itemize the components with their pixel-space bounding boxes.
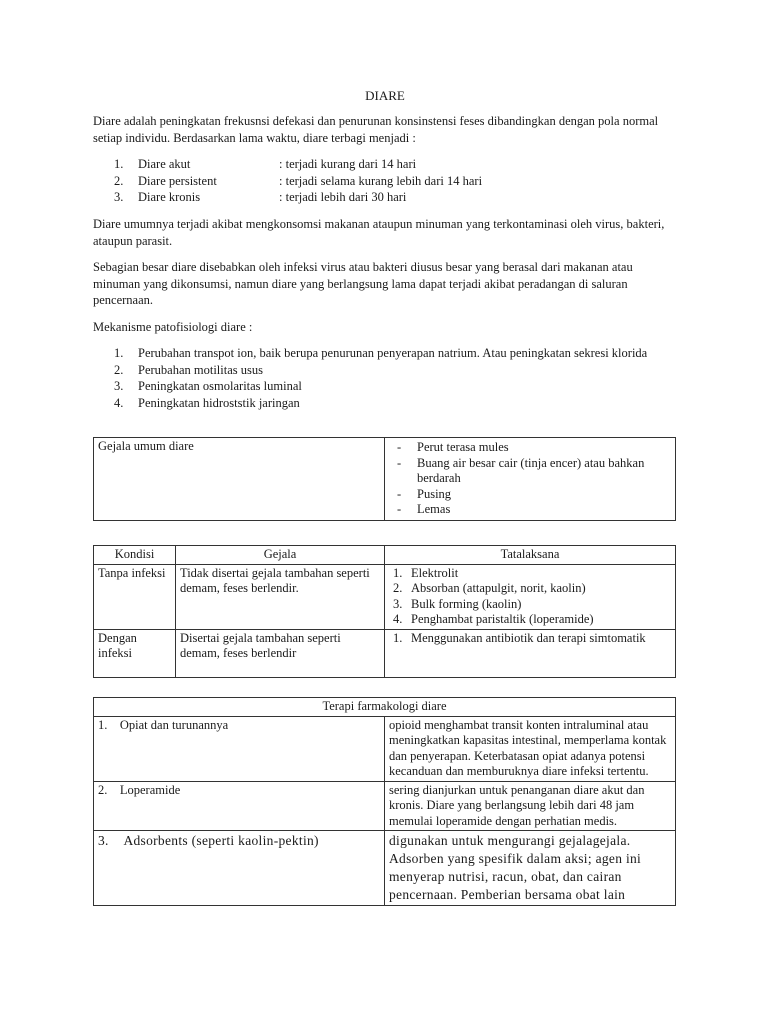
tatalaksana-cell xyxy=(385,629,676,677)
type-item: 1. Diare akut : terjadi kurang dari 14 hari xyxy=(114,157,417,171)
intro-paragraph: Diare adalah peningkatan frekusnsi defekasi dan penurunan konsinstensi feses dibandingkan dengan pola normal setiap individu. Berdasarkan lama waktu, diare terbagi menjadi : xyxy=(93,114,659,145)
therapy-drug-cell: 3. Adsorbents (seperti kaolin-pektin) xyxy=(94,831,385,906)
therapy-header: Terapi farmakologi diare xyxy=(94,698,676,717)
tatalaksana-item: 4. Penghambat paristaltik (loperamide) xyxy=(393,612,594,626)
symptoms-list xyxy=(389,440,671,518)
mechanism-heading: Mekanisme patofisiologi diare : xyxy=(93,320,253,334)
symptom-item: - Pusing xyxy=(397,486,452,501)
therapy-drug-cell: 1. Opiat dan turunannya xyxy=(94,716,385,781)
diarrhea-types-list xyxy=(93,156,677,206)
tatalaksana-item: 1. Menggunakan antibiotik dan terapi simtomatik xyxy=(393,630,646,645)
therapy-table xyxy=(93,697,676,906)
mechanism-list xyxy=(93,345,677,411)
kondisi-cell: Dengan infeksi xyxy=(94,629,176,677)
tatalaksana-cell xyxy=(385,564,676,629)
header-kondisi: Kondisi xyxy=(94,546,176,565)
cause-paragraph: Diare umumnya terjadi akibat mengkonsomsi makanan ataupun minuman yang terkontaminasi oleh virus, bakteri, ataupun parasit. xyxy=(93,217,665,248)
symptoms-label: Gejala umum diare xyxy=(94,438,385,521)
condition-row xyxy=(94,629,676,677)
therapy-row xyxy=(94,781,676,831)
type-name: Diare persistent xyxy=(138,173,217,188)
symptoms-list-cell xyxy=(385,438,676,521)
type-name: Diare kronis xyxy=(138,190,201,204)
infection-paragraph: Sebagian besar diare disebabkan oleh infeksi virus atau bakteri diusus besar yang berasal dari makanan atau minuman yang dikonsumsi, namun diare yang berlangsung lama dapat terjadi akibat peradangan di saluran pencernaan. xyxy=(93,260,633,307)
document-title: DIARE xyxy=(365,88,405,103)
condition-header-row xyxy=(94,546,676,565)
kondisi-cell: Tanpa infeksi xyxy=(94,564,176,629)
therapy-desc-cell: sering dianjurkan untuk penanganan diare akut dan kronis. Diare yang berlangsung lebih dari 48 jam memulai loperamide dengan perhatian medis. xyxy=(385,781,676,831)
mechanism-item: 4. Peningkatan hidroststik jaringan xyxy=(114,395,300,410)
condition-table xyxy=(93,545,676,678)
symptom-item: - Buang air besar cair (tinja encer) atau bahkan berdarah xyxy=(397,455,645,485)
header-gejala: Gejala xyxy=(176,546,385,565)
therapy-row xyxy=(94,831,676,906)
type-desc: : terjadi lebih dari 30 hari xyxy=(279,190,407,204)
therapy-row xyxy=(94,716,676,781)
gejala-cell: Tidak disertai gejala tambahan seperti demam, feses berlendir. xyxy=(176,564,385,629)
mechanism-item: 3. Peningkatan osmolaritas luminal xyxy=(114,379,302,393)
type-name: Diare akut xyxy=(138,157,191,171)
mechanism-item: 2. Perubahan motilitas usus xyxy=(114,362,263,377)
type-item: 2. Diare persistent : terjadi selama kurang lebih dari 14 hari xyxy=(114,173,483,188)
therapy-desc-cell: digunakan untuk mengurangi gejalagejala. Adsorben yang spesifik dalam aksi; agen ini menyerap nutrisi, racun, obat, dan cairan pencernaan. Pemberian bersama obat lain xyxy=(385,831,676,906)
mechanism-item: 1. Perubahan transpot ion, baik berupa penurunan penyerapan natrium. Atau peningkatan sekresi klorida xyxy=(114,346,648,360)
symptoms-table xyxy=(93,437,676,521)
type-desc: : terjadi kurang dari 14 hari xyxy=(279,157,417,171)
therapy-drug-cell: 2. Loperamide xyxy=(94,781,385,831)
type-item: 3. Diare kronis : terjadi lebih dari 30 hari xyxy=(114,190,407,204)
therapy-desc-cell: opioid menghambat transit konten intraluminal atau meningkatkan kapasitas intestinal, memperlama kontak dan penyerapan. Keterbatasan opiat adanya potensi kecanduan dan memburuknya diare infeksi tertentu. xyxy=(385,716,676,781)
tatalaksana-item: 2. Absorban (attapulgit, norit, kaolin) xyxy=(393,581,586,595)
type-desc: : terjadi selama kurang lebih dari 14 hari xyxy=(279,173,483,188)
symptom-item: - Perut terasa mules xyxy=(397,440,509,454)
tatalaksana-item: 3. Bulk forming (kaolin) xyxy=(393,596,522,611)
header-tatalaksana: Tatalaksana xyxy=(385,546,676,565)
therapy-header-row xyxy=(94,698,676,717)
condition-row xyxy=(94,564,676,629)
symptom-item: - Lemas xyxy=(397,502,451,516)
tatalaksana-item: 1. Elektrolit xyxy=(393,565,459,580)
gejala-cell: Disertai gejala tambahan seperti demam, feses berlendir xyxy=(176,629,385,677)
